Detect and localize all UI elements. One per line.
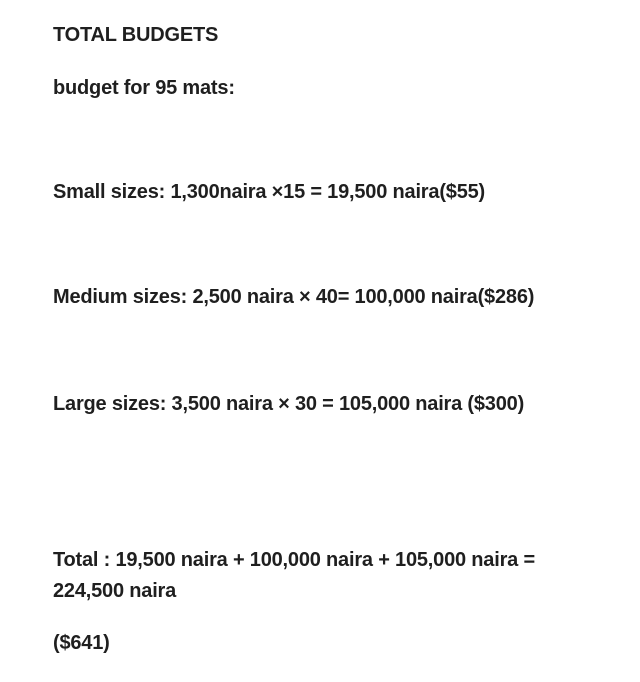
large-sizes-line: Large sizes: 3,500 naira × 30 = 105,000 naira ($300) bbox=[53, 393, 525, 415]
document-subtitle: budget for 95 mats: bbox=[53, 77, 235, 99]
total-line: Total : 19,500 naira + 100,000 naira + 105,000 naira = bbox=[53, 549, 535, 571]
medium-sizes-line: Medium sizes: 2,500 naira × 40= 100,000 naira($286) bbox=[53, 286, 535, 308]
small-sizes-line: Small sizes: 1,300naira ×15 = 19,500 naira($55) bbox=[53, 181, 486, 203]
total-line-continued: 224,500 naira bbox=[53, 580, 177, 602]
document-title: TOTAL BUDGETS bbox=[53, 24, 219, 46]
total-usd: ($641) bbox=[53, 632, 110, 654]
